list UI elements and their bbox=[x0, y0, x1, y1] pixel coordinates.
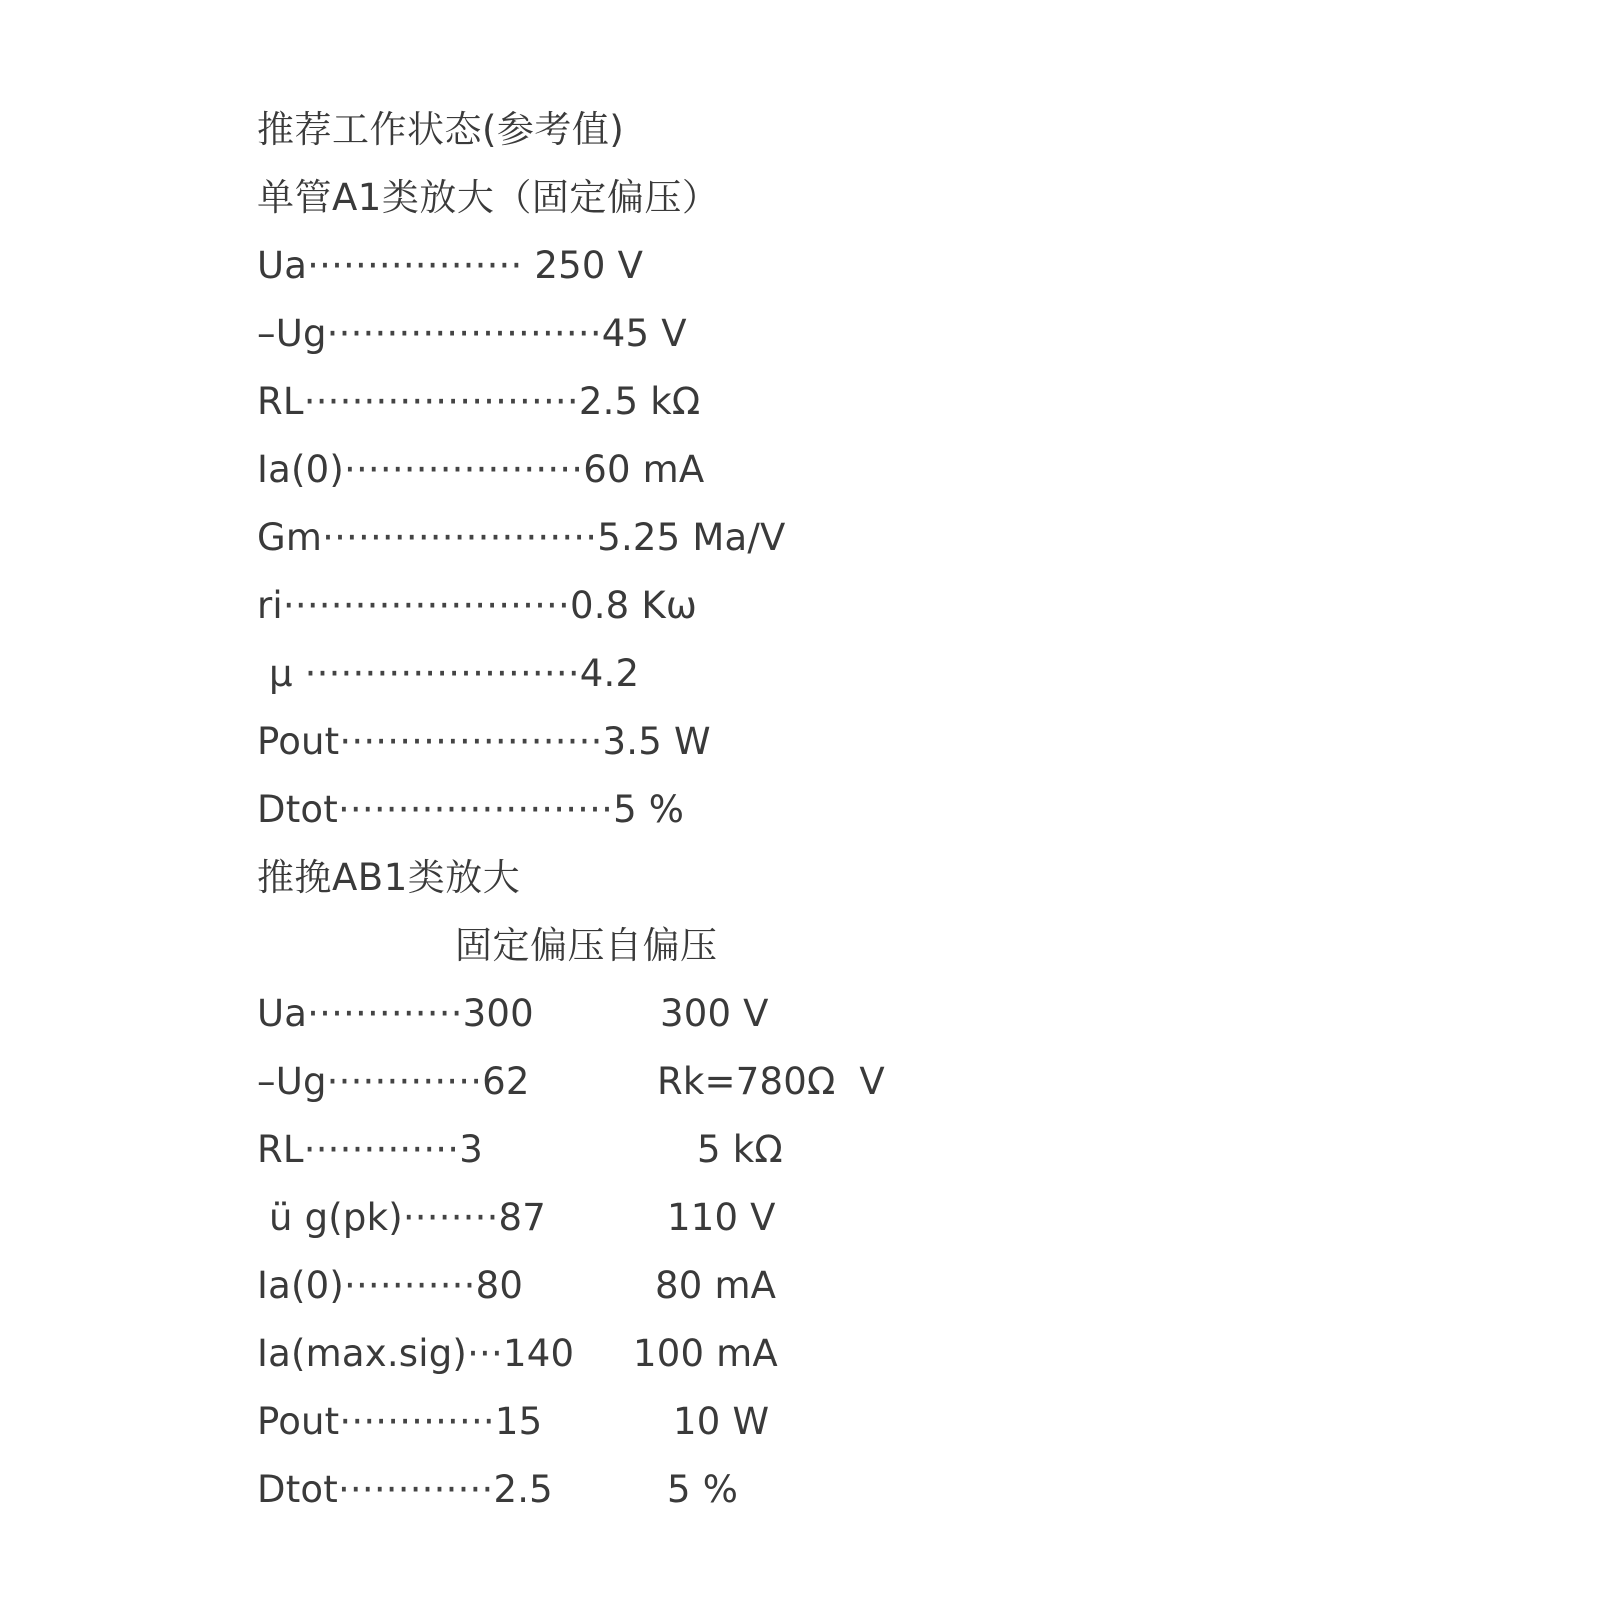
pp-label: Ia(0) bbox=[257, 1264, 344, 1307]
spec-value: 4.2 bbox=[579, 652, 640, 695]
leader-dots: ·················· bbox=[307, 244, 523, 287]
pp-self-value: 100 mA bbox=[633, 1332, 778, 1375]
spec-label: ri bbox=[257, 584, 283, 627]
leader-dots: ············· bbox=[303, 1128, 460, 1171]
spec-label: Gm bbox=[257, 516, 323, 559]
leader-dots: ············· bbox=[337, 1468, 494, 1511]
spec-label: μ bbox=[257, 652, 305, 695]
spec-label: RL bbox=[257, 380, 304, 423]
pp-label: Ua bbox=[257, 992, 308, 1035]
pp-row-iamax bbox=[257, 1324, 957, 1384]
pp-label: ü g(pk) bbox=[257, 1196, 403, 1239]
spec-value: 3.5 W bbox=[602, 720, 711, 763]
leader-dots: ··· bbox=[467, 1332, 503, 1375]
spec-value: 60 mA bbox=[583, 448, 705, 491]
spec-value: 5.25 Ma/V bbox=[597, 516, 786, 559]
pp-self-value: 110 V bbox=[667, 1196, 776, 1239]
pp-self-value: 10 W bbox=[673, 1400, 770, 1443]
pp-fixed-value: 87 bbox=[498, 1196, 547, 1239]
pp-fixed-value: 300 bbox=[462, 992, 534, 1035]
pp-row-ua bbox=[257, 984, 957, 1044]
pp-self-value: 5 % bbox=[667, 1468, 739, 1511]
spec-row-gm bbox=[257, 508, 786, 568]
spec-label: Ua bbox=[257, 244, 308, 287]
heading-single-ended: 单管A1类放大（固定偏压） bbox=[257, 176, 720, 219]
spec-label: Dtot bbox=[257, 788, 338, 831]
leader-dots: ········ bbox=[402, 1196, 499, 1239]
leader-dots: ······················· bbox=[326, 312, 602, 355]
pp-fixed-value: 2.5 bbox=[493, 1468, 553, 1511]
spec-value: 45 V bbox=[601, 312, 687, 355]
spec-row-dtot bbox=[257, 780, 684, 840]
leader-dots: ······················· bbox=[303, 380, 579, 423]
pp-label: Ia(max.sig) bbox=[257, 1332, 468, 1375]
pp-fixed-value: 80 bbox=[475, 1264, 524, 1307]
pp-fixed-value: 62 bbox=[482, 1060, 530, 1103]
spec-value: 250 V bbox=[522, 244, 644, 287]
pp-row-dtot bbox=[257, 1460, 957, 1520]
pp-row-ia0 bbox=[257, 1256, 957, 1316]
spec-row-pout bbox=[257, 712, 711, 772]
leader-dots: ······················· bbox=[337, 788, 614, 831]
leader-dots: ···················· bbox=[344, 448, 584, 491]
leader-dots: ············· bbox=[339, 1400, 495, 1443]
pp-row-pout bbox=[257, 1392, 957, 1452]
spec-row-ri bbox=[257, 576, 697, 636]
pp-row-rl bbox=[257, 1120, 957, 1180]
heading-push-pull-columns: 固定偏压自偏压 bbox=[455, 924, 718, 967]
pp-label: –Ug bbox=[257, 1060, 327, 1103]
pp-fixed-value: 15 bbox=[494, 1400, 543, 1443]
pp-self-value: 300 V bbox=[660, 992, 769, 1035]
leader-dots: ··········· bbox=[344, 1264, 476, 1307]
leader-dots: ······················· bbox=[304, 652, 580, 695]
spec-row-rl bbox=[257, 372, 700, 432]
pp-fixed-value: 140 bbox=[502, 1332, 575, 1375]
pp-self-value: 80 mA bbox=[655, 1264, 777, 1307]
leader-dots: ······················ bbox=[339, 720, 603, 763]
pp-self-value: Rk=780Ω V bbox=[657, 1060, 885, 1103]
pp-label: RL bbox=[257, 1128, 304, 1171]
spec-value: 2.5 kΩ bbox=[578, 380, 701, 423]
spec-label: Pout bbox=[257, 720, 340, 763]
pp-self-value: 5 kΩ bbox=[697, 1128, 783, 1171]
leader-dots: ············· bbox=[326, 1060, 483, 1103]
spec-row-ia0 bbox=[257, 440, 704, 500]
leader-dots: ············· bbox=[307, 992, 463, 1035]
spec-row-ua bbox=[257, 236, 643, 296]
pp-row-ugpk bbox=[257, 1188, 957, 1248]
pp-fixed-value: 3 bbox=[459, 1128, 483, 1171]
spec-label: –Ug bbox=[257, 312, 327, 355]
heading-recommended: 推荐工作状态(参考值) bbox=[257, 108, 625, 151]
pp-label: Pout bbox=[257, 1400, 340, 1443]
leader-dots: ······················· bbox=[322, 516, 598, 559]
spec-row-mu bbox=[257, 644, 639, 704]
heading-push-pull: 推挽AB1类放大 bbox=[257, 856, 521, 899]
spec-value: 0.8 Kω bbox=[569, 584, 698, 627]
spec-row-ug bbox=[257, 304, 687, 364]
spec-value: 5 % bbox=[613, 788, 685, 831]
leader-dots: ························ bbox=[282, 584, 570, 627]
pp-row-ug bbox=[257, 1052, 957, 1112]
pp-label: Dtot bbox=[257, 1468, 338, 1511]
spec-label: Ia(0) bbox=[257, 448, 344, 491]
